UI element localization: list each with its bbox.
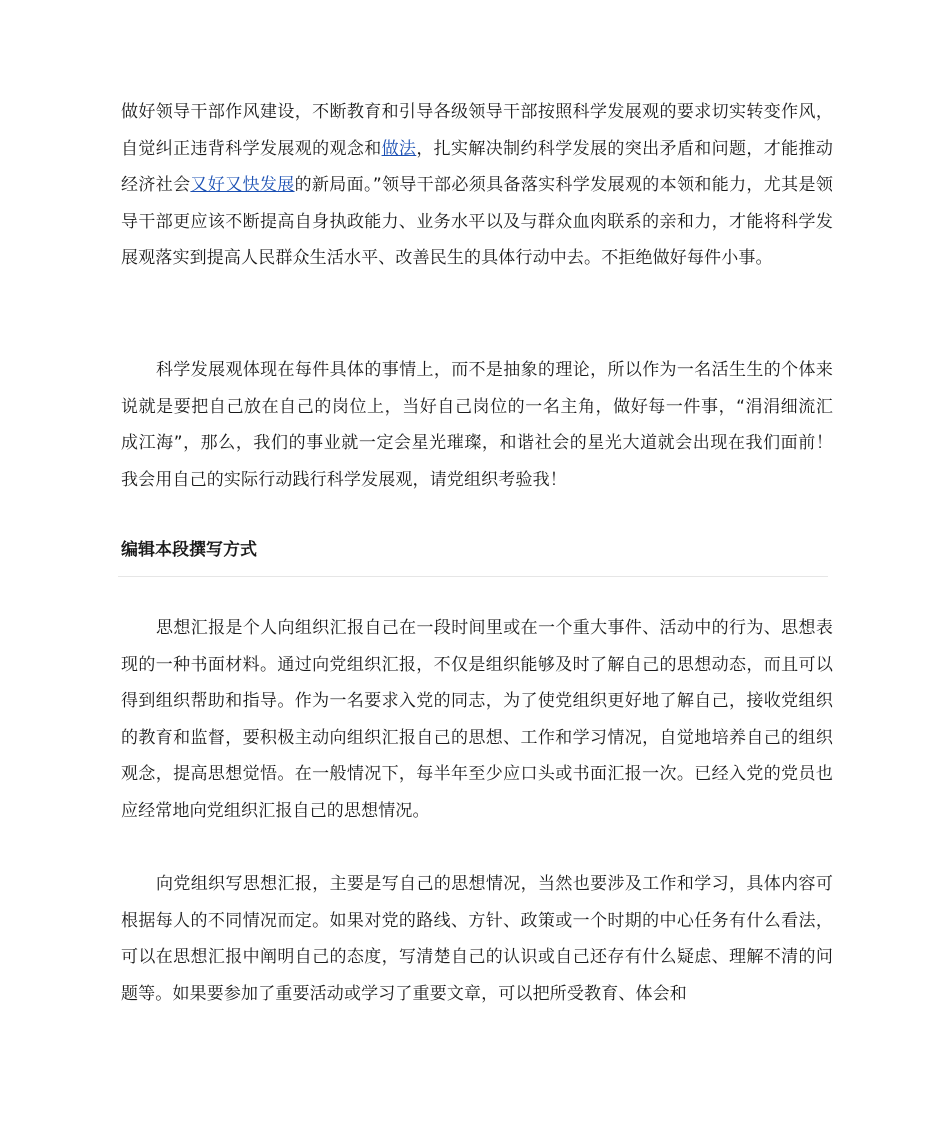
section-divider — [118, 576, 828, 577]
paragraph-4: 向党组织写思想汇报，主要是写自己的思想情况，当然也要涉及工作和学习，具体内容可根据每人的不同情况而定。如果对党的路线、方针、政策或一个时期的中心任务有什么看法，可以在思想汇报中阐明自己的态度，写清楚自己的认识或自己还存有什么疑虑、理解不清的问题等。如果要参加了重要活动或学习了重要文章，可以把所受教育、体会和 — [121, 874, 833, 1004]
paragraph-1-text-b: ，扎实解决制约科学发展的突出矛盾和问题，才能推动经济社会 — [121, 138, 833, 195]
paragraph-1-text-c: 的新局面。”领导干部必须具备落实科学发展观的本领和能力，尤其是领导干部更应该不断提高自身执政能力、业务水平以及与群众血肉联系的亲和力，才能将科学发展观落实到提高人民群众生活水平、改善民生的具体行动中去。不拒绝做好每件小事。 — [121, 175, 834, 268]
paragraph-3: 思想汇报是个人向组织汇报自己在一段时间里或在一个重大事件、活动中的行为、思想表现的一种书面材料。通过向党组织汇报，不仅是组织能够及时了解自己的思想动态，而且可以得到组织帮助和指导。作为一名要求入党的同志，为了使党组织更好地了解自己，接收党组织的教育和监督，要积极主动向组织汇报自己的思想、工作和学习情况，自觉地培养自己的组织观念，提高思想觉悟。在一般情况下，每半年至少应口头或书面汇报一次。已经入党的党员也应经常地向党组织汇报自己的思想情况。 — [121, 618, 833, 821]
link-zuofa[interactable]: 做法 — [381, 138, 417, 159]
paragraph-1 — [121, 94, 833, 277]
paragraph-2: 科学发展观体现在每件具体的事情上，而不是抽象的理论，所以作为一名活生生的个体来说就是要把自己放在自己的岗位上，当好自己岗位的一名主角，做好每一件事，“涓涓细流汇成江海”，那么，我们的事业就一定会星光璀璨，和谐社会的星光大道就会出现在我们面前！我会用自己的实际行动践行科学发展观，请党组织考验我！ — [121, 360, 833, 490]
section-heading: 编辑本段撰写方式 — [121, 540, 257, 560]
paragraph-1-text-a: 做好领导干部作风建设，不断教育和引导各级领导干部按照科学发展观的要求切实转变作风，自觉纠正违背科学发展观的观念和 — [121, 102, 833, 159]
link-youhao-youkuai-fazhan[interactable]: 又好又快发展 — [190, 175, 295, 195]
